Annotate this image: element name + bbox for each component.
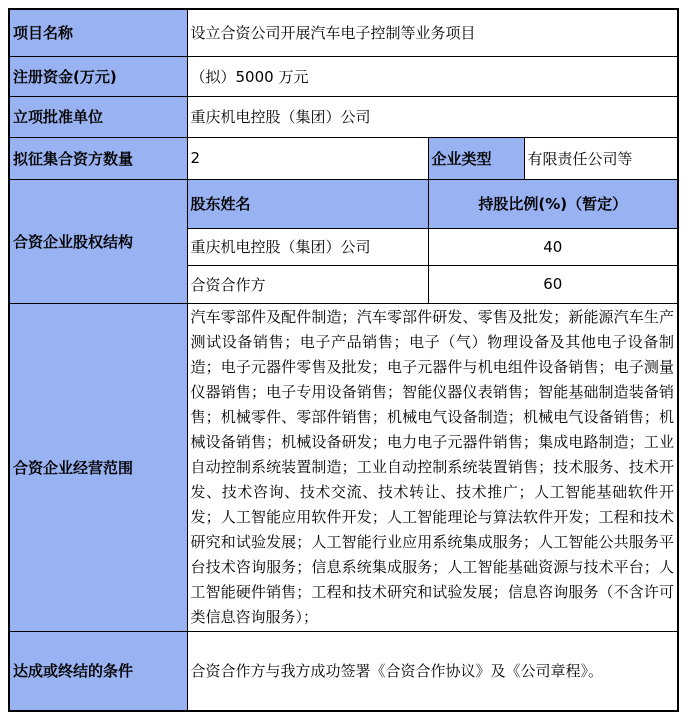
enterprise-type-value: 有限责任公司等 (524, 137, 678, 179)
equity-col-ratio-header: 持股比例(%)（暂定） (428, 179, 678, 228)
row-partner-count (9, 137, 678, 179)
row-project-name (9, 9, 678, 56)
row-approval-unit (9, 96, 678, 137)
row-business-scope (9, 303, 678, 631)
shareholder-1-name: 重庆机电控股（集团）公司 (187, 228, 428, 265)
business-scope-value: 汽车零部件及配件制造；汽车零部件研发、零售及批发；新能源汽车生产测试设备销售；电子产品销售；电子（气）物理设备及其他电子设备制造；电子元器件零售及批发；电子元器件与机电组件设备销售；电子测量仪器销售；电子专用设备销售；智能仪器仪表销售；智能基础制造装备销售；机械零件、零部件销售；机械电气设备制造；机械电气设备销售；机械设备销售；机械设备研发；电力电子元器件销售；集成电路制造；工业自动控制系统装置制造；工业自动控制系统装置销售；技术服务、技术开发、技术咨询、技术交流、技术转让、技术推广；人工智能基础软件开发；人工智能应用软件开发；人工智能理论与算法软件开发；工程和技术研究和试验发展；人工智能行业应用系统集成服务；人工智能公共服务平台技术咨询服务；信息系统集成服务；人工智能基础资源与技术平台；人工智能硬件销售；工程和技术研究和试验发展；信息咨询服务（不含许可类信息咨询服务）； (187, 303, 678, 631)
enterprise-type-label: 企业类型 (428, 137, 524, 179)
equity-structure-label: 合资企业股权结构 (9, 179, 187, 303)
business-scope-label: 合资企业经营范围 (9, 303, 187, 631)
row-conditions (9, 631, 678, 711)
shareholder-2-name: 合资合作方 (187, 265, 428, 303)
row-equity-header (9, 179, 678, 228)
approval-unit-label: 立项批准单位 (9, 96, 187, 137)
conditions-label: 达成或终结的条件 (9, 631, 187, 711)
registered-capital-label: 注册资金(万元) (9, 56, 187, 96)
approval-unit-value: 重庆机电控股（集团）公司 (187, 96, 678, 137)
conditions-value: 合资合作方与我方成功签署《合资合作协议》及《公司章程》。 (187, 631, 678, 711)
equity-col-shareholder-header: 股东姓名 (187, 179, 428, 228)
partner-count-value: 2 (187, 137, 428, 179)
project-name-label: 项目名称 (9, 9, 187, 56)
project-info-table (8, 8, 679, 712)
shareholder-1-ratio: 40 (428, 228, 678, 265)
row-registered-capital (9, 56, 678, 96)
partner-count-label: 拟征集合资方数量 (9, 137, 187, 179)
project-info-document (8, 8, 679, 712)
project-name-value: 设立合资公司开展汽车电子控制等业务项目 (187, 9, 678, 56)
registered-capital-value: （拟）5000 万元 (187, 56, 678, 96)
shareholder-2-ratio: 60 (428, 265, 678, 303)
